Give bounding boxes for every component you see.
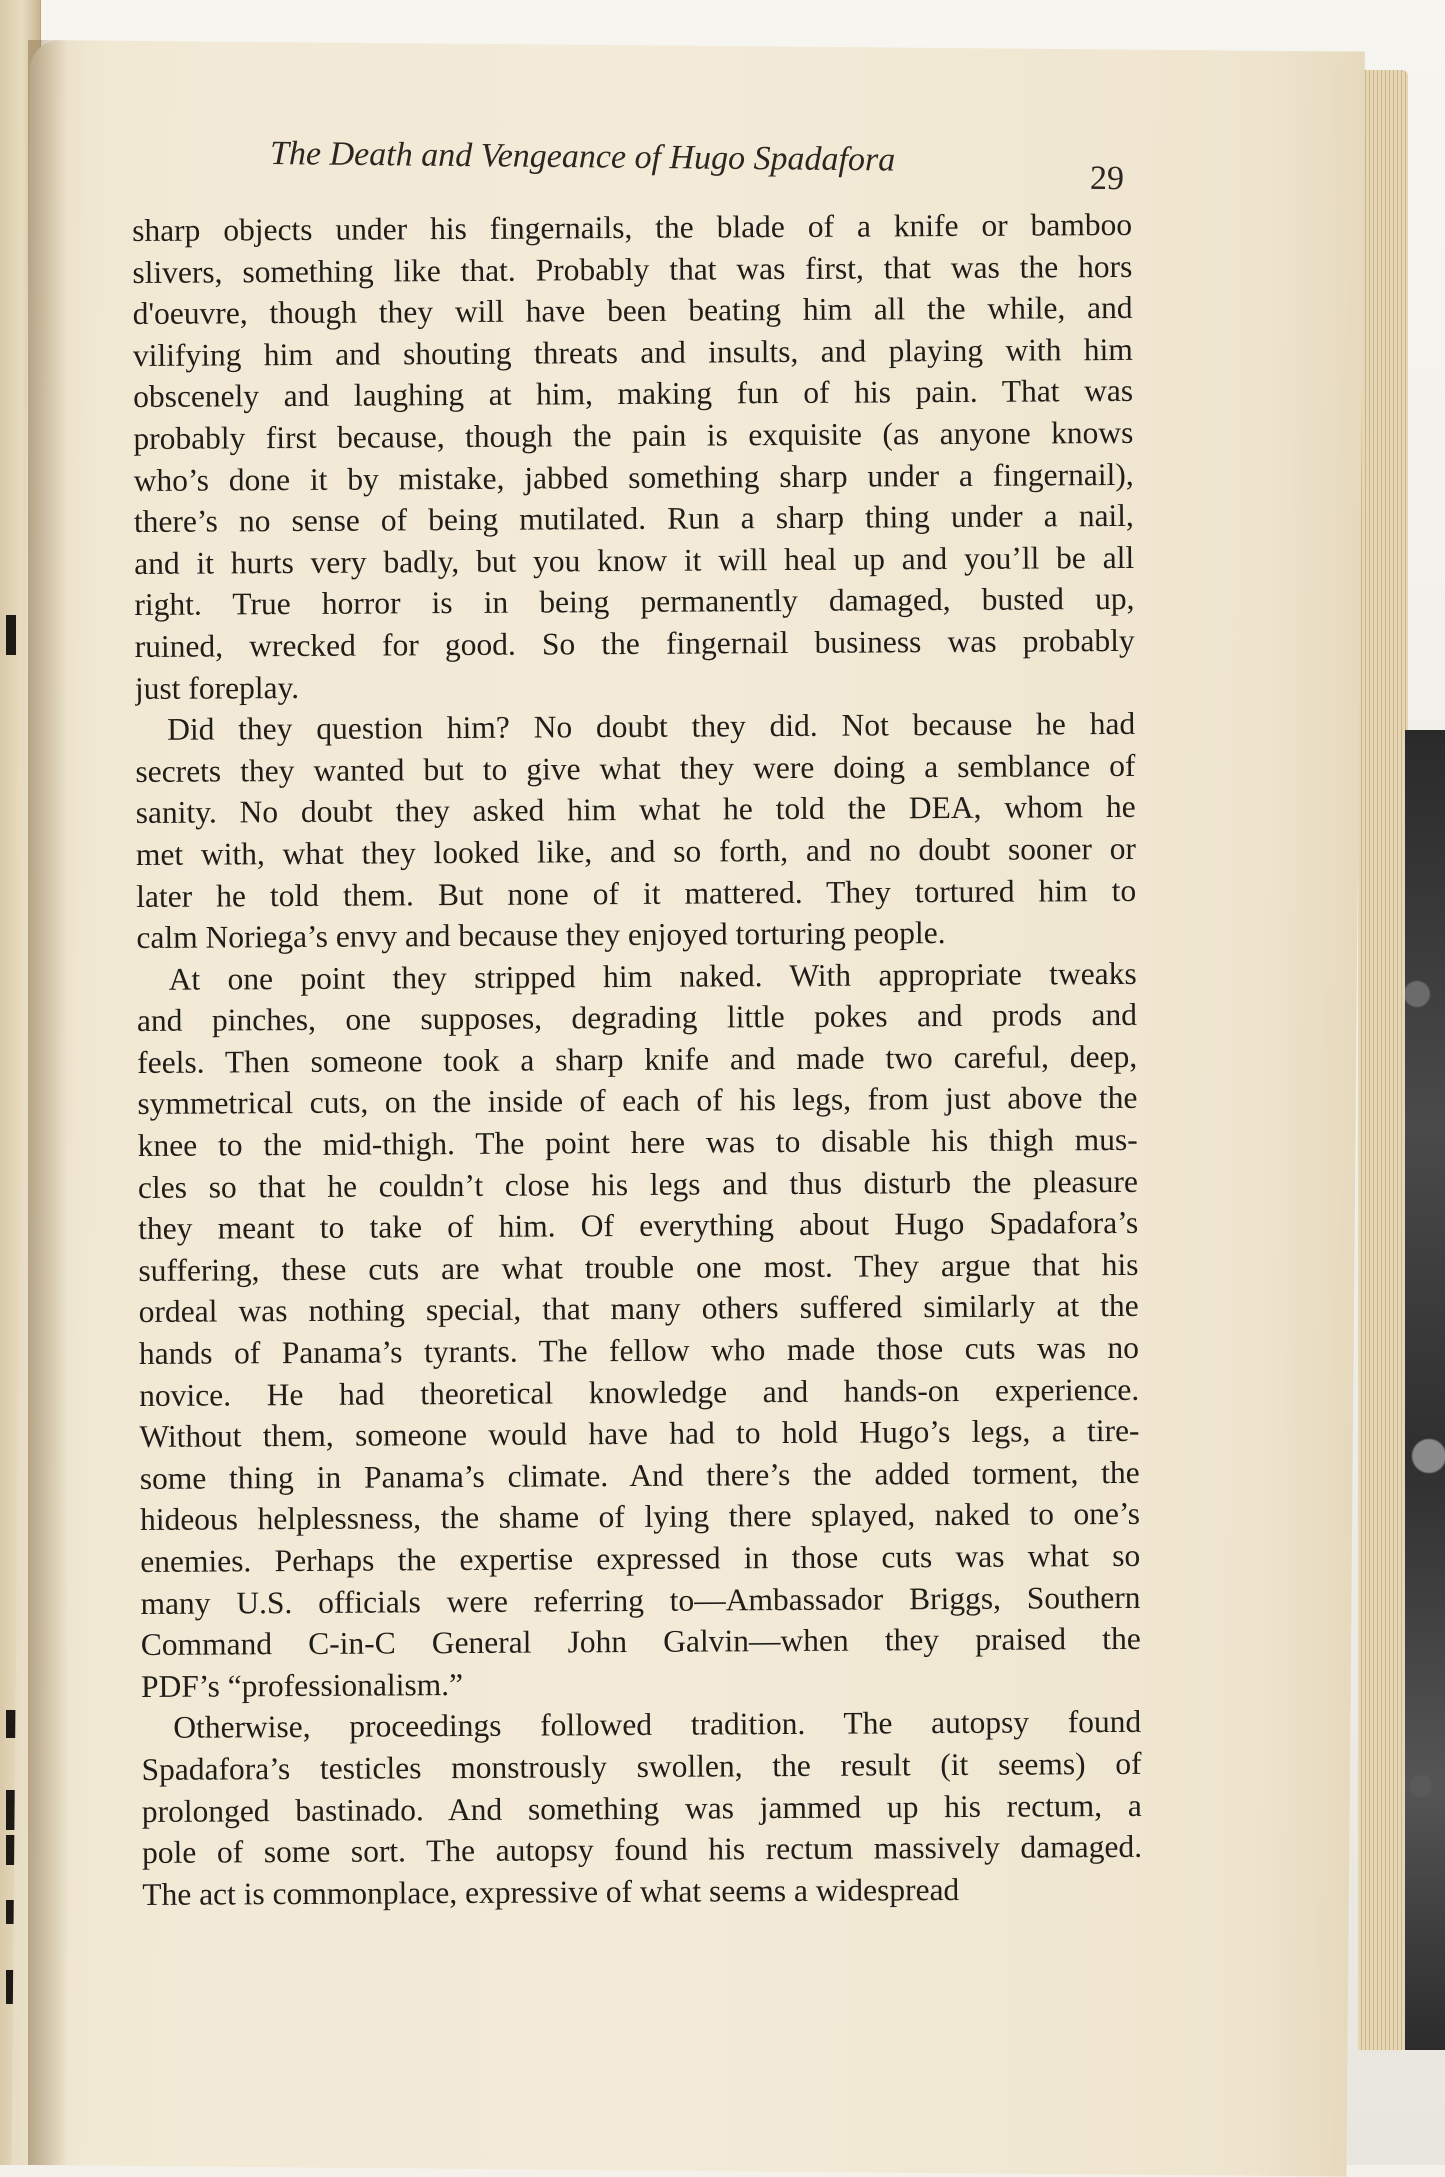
text-line: probably first because, though the pain is exquisite (as anyone knows — [133, 414, 1134, 456]
gutter-shadow — [28, 40, 68, 2165]
text-line: secrets they wanted but to give what they were doing a semblance of — [135, 747, 1136, 789]
text-line: right. True horror is in being permanently damaged, busted up, — [134, 581, 1135, 623]
text-line: enemies. Perhaps the expertise expressed in those cuts was what so — [140, 1537, 1141, 1579]
text-line: sharp objects under his fingernails, the blade of a knife or bamboo — [132, 206, 1133, 248]
text-line: hands of Panama’s tyrants. The fellow who made those cuts was no — [138, 1329, 1140, 1372]
page-edge-mark — [6, 615, 16, 655]
text-line: vilifying him and shouting threats and insults, and playing with him — [132, 331, 1133, 373]
text-line: met with, what they looked like, and so forth, and no doubt sooner or — [135, 830, 1137, 872]
text-line: Spadafora’s testicles monstrously swollen, the result (it seems) of — [141, 1745, 1142, 1787]
paragraph — [132, 204, 1135, 709]
body-text — [132, 204, 1142, 1915]
text-line: prolonged bastinado. And something was jammed up his rectum, a — [141, 1787, 1142, 1829]
text-line: knee to the mid-thigh. The point here was to disable his thigh mus- — [137, 1121, 1138, 1164]
text-line: d'oeuvre, though they will have been beating him all the while, and — [132, 290, 1133, 332]
text-line: PDF’s “professionalism.” — [140, 1666, 464, 1704]
adjacent-photo-strip — [1405, 730, 1445, 2050]
text-line: and it hurts very badly, but you know it will heal up and you’ll be all — [134, 539, 1135, 581]
text-line: some thing in Panama’s climate. And there’s the added torment, the — [139, 1454, 1140, 1496]
text-line: Did they question him? No doubt they did. Not because he had — [167, 706, 1136, 747]
text-line: there’s no sense of being mutilated. Run a sharp thing under a nail, — [133, 498, 1134, 540]
text-line: symmetrical cuts, on the inside of each of his legs, from just above the — [137, 1080, 1138, 1122]
text-line: many U.S. officials were referring to—Ambassador Briggs, Southern — [140, 1579, 1141, 1621]
text-line: feels. Then someone took a sharp knife and made two careful, deep, — [137, 1038, 1138, 1080]
text-line: just foreplay. — [134, 669, 300, 706]
text-line: ruined, wrecked for good. So the fingernail business was probably — [134, 622, 1135, 664]
text-line: ordeal was nothing special, that many others suffered similarly at the — [138, 1288, 1139, 1330]
page-stack-edge — [1358, 70, 1408, 2050]
text-line: obscenely and laughing at him, making fun of his pain. That was — [133, 373, 1134, 415]
paragraph — [135, 703, 1137, 959]
page-number: 29 — [1089, 159, 1125, 198]
text-line: Command C-in-C General John Galvin—when they praised the — [140, 1621, 1141, 1663]
text-line: The act is commonplace, expressive of what seems a widespread — [142, 1871, 960, 1912]
text-line: cles so that he couldn’t close his legs and thus disturb the pleasure — [137, 1163, 1139, 1205]
text-line: Otherwise, proceedings followed tradition. The autopsy found — [173, 1704, 1142, 1746]
text-line: sanity. No doubt they asked him what he told the DEA, whom he — [135, 789, 1136, 831]
text-line: calm Noriega’s envy and because they enjoyed torturing people. — [136, 915, 946, 956]
text-line: novice. He had theoretical knowledge and hands-on experience. — [139, 1371, 1140, 1413]
text-line: who’s done it by mistake, jabbed something sharp under a fingernail), — [133, 456, 1134, 498]
text-line: and pinches, one supposes, degrading little pokes and prods and — [136, 997, 1138, 1039]
text-line: they meant to take of him. Of everything about Hugo Spadafora’s — [138, 1205, 1139, 1247]
paragraph — [137, 953, 1142, 1708]
text-line: suffering, these cuts are what trouble one most. They argue that his — [138, 1246, 1139, 1288]
text-line: At one point they stripped him naked. With appropriate tweaks — [168, 955, 1137, 997]
paragraph — [141, 1701, 1142, 1915]
text-line: later he told them. But none of it mattered. They tortured him to — [136, 872, 1137, 914]
text-line: slivers, something like that. Probably that was first, that was the hors — [132, 248, 1133, 290]
text-line: pole of some sort. The autopsy found his rectum massively damaged. — [141, 1829, 1143, 1871]
text-line: Without them, someone would have had to hold Hugo’s legs, a tire- — [139, 1413, 1140, 1455]
running-head: The Death and Vengeance of Hugo Spadafora — [269, 135, 896, 179]
text-line: hideous helplessness, the shame of lying there splayed, naked to one’s — [139, 1496, 1141, 1538]
